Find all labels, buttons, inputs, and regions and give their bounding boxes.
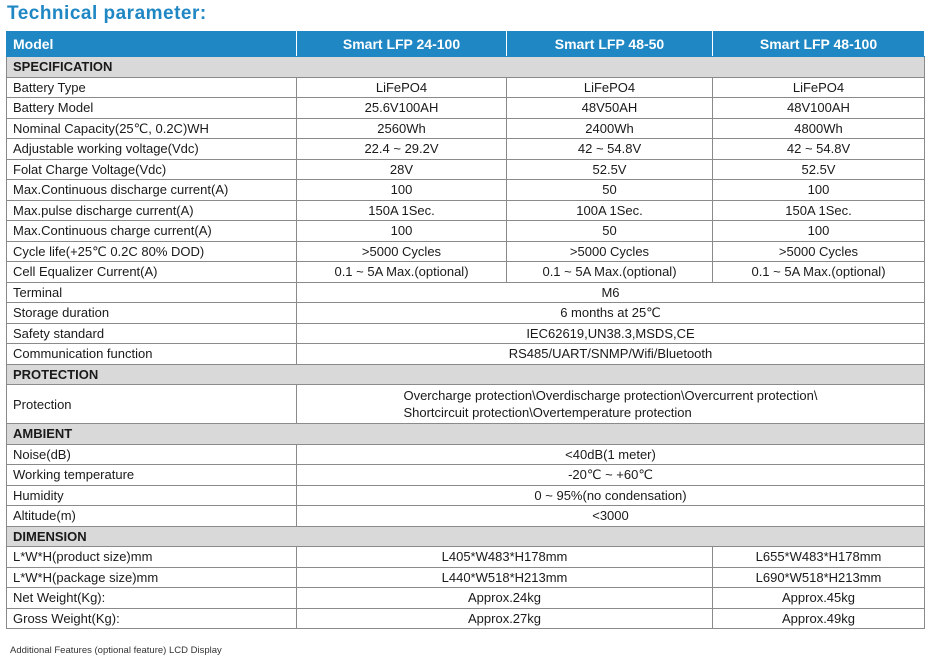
cell-value: 100 — [297, 180, 507, 201]
cell-value: 25.6V100AH — [297, 98, 507, 119]
protection-line-2: Shortcircuit protection\Overtemperature protection — [403, 405, 692, 420]
table-row — [7, 241, 925, 262]
table-row — [7, 485, 925, 506]
cell-value: Approx.45kg — [713, 588, 925, 609]
section-dimension — [7, 526, 925, 547]
cell-value: >5000 Cycles — [713, 241, 925, 262]
table-row — [7, 159, 925, 180]
cell-value: 0.1 ~ 5A Max.(optional) — [507, 262, 713, 283]
cell-value: 42 ~ 54.8V — [507, 139, 713, 160]
cell-value: 52.5V — [713, 159, 925, 180]
cell-value: 42 ~ 54.8V — [713, 139, 925, 160]
table-row — [7, 282, 925, 303]
cell-value: 100 — [713, 180, 925, 201]
footnote: Additional Features (optional feature) LCD Display — [10, 645, 222, 656]
section-title: PROTECTION — [7, 364, 925, 385]
cell-value: M6 — [297, 282, 925, 303]
cell-value: 150A 1Sec. — [297, 200, 507, 221]
page-title: Technical parameter: — [7, 3, 207, 24]
cell-value: 100A 1Sec. — [507, 200, 713, 221]
row-label: Adjustable working voltage(Vdc) — [7, 139, 297, 160]
cell-value: L655*W483*H178mm — [713, 547, 925, 568]
cell-value: 28V — [297, 159, 507, 180]
row-label: Max.Continuous charge current(A) — [7, 221, 297, 242]
section-protection — [7, 364, 925, 385]
cell-value: 4800Wh — [713, 118, 925, 139]
row-label: Max.pulse discharge current(A) — [7, 200, 297, 221]
protection-line-1: Overcharge protection\Overdischarge protection\Overcurrent protection\ — [403, 388, 818, 403]
table-row — [7, 200, 925, 221]
row-label: Communication function — [7, 344, 297, 365]
cell-value: >5000 Cycles — [297, 241, 507, 262]
cell-value: L440*W518*H213mm — [297, 567, 713, 588]
cell-value: 50 — [507, 221, 713, 242]
cell-value: 0.1 ~ 5A Max.(optional) — [713, 262, 925, 283]
row-label: Storage duration — [7, 303, 297, 324]
cell-value: 50 — [507, 180, 713, 201]
cell-value: <3000 — [297, 506, 925, 527]
cell-value: 52.5V — [507, 159, 713, 180]
table-row — [7, 118, 925, 139]
row-label: Max.Continuous discharge current(A) — [7, 180, 297, 201]
technical-parameter-table — [6, 31, 925, 629]
cell-value: Approx.27kg — [297, 608, 713, 629]
table-row — [7, 262, 925, 283]
cell-value: Approx.24kg — [297, 588, 713, 609]
section-title: SPECIFICATION — [7, 57, 925, 78]
table-row — [7, 221, 925, 242]
row-label: Battery Type — [7, 77, 297, 98]
section-title: DIMENSION — [7, 526, 925, 547]
section-title: AMBIENT — [7, 424, 925, 445]
cell-value: 100 — [713, 221, 925, 242]
table-row — [7, 567, 925, 588]
protection-text — [403, 387, 817, 421]
cell-value: 6 months at 25℃ — [297, 303, 925, 324]
row-label: Safety standard — [7, 323, 297, 344]
cell-value: IEC62619,UN38.3,MSDS,CE — [297, 323, 925, 344]
header-model-1: Smart LFP 24-100 — [297, 32, 507, 57]
row-label: Humidity — [7, 485, 297, 506]
header-model: Model — [7, 32, 297, 57]
table-row — [7, 547, 925, 568]
row-label: Cell Equalizer Current(A) — [7, 262, 297, 283]
row-label: Cycle life(+25℃ 0.2C 80% DOD) — [7, 241, 297, 262]
row-label: Altitude(m) — [7, 506, 297, 527]
row-label: L*W*H(package size)mm — [7, 567, 297, 588]
row-label: Folat Charge Voltage(Vdc) — [7, 159, 297, 180]
header-row — [7, 32, 925, 57]
table-row — [7, 444, 925, 465]
section-ambient — [7, 424, 925, 445]
row-label: Nominal Capacity(25℃, 0.2C)WH — [7, 118, 297, 139]
cell-value: 2560Wh — [297, 118, 507, 139]
table-row — [7, 139, 925, 160]
table-row — [7, 385, 925, 424]
cell-value: 0.1 ~ 5A Max.(optional) — [297, 262, 507, 283]
row-label: L*W*H(product size)mm — [7, 547, 297, 568]
table-row — [7, 323, 925, 344]
table-row — [7, 588, 925, 609]
row-label: Terminal — [7, 282, 297, 303]
row-label: Noise(dB) — [7, 444, 297, 465]
cell-value: L405*W483*H178mm — [297, 547, 713, 568]
cell-value: RS485/UART/SNMP/Wifi/Bluetooth — [297, 344, 925, 365]
cell-value: LiFePO4 — [713, 77, 925, 98]
table-row — [7, 77, 925, 98]
row-label: Working temperature — [7, 465, 297, 486]
cell-value: 150A 1Sec. — [713, 200, 925, 221]
header-model-2: Smart LFP 48-50 — [507, 32, 713, 57]
row-label: Battery Model — [7, 98, 297, 119]
cell-value: LiFePO4 — [507, 77, 713, 98]
cell-value: Approx.49kg — [713, 608, 925, 629]
section-specification — [7, 57, 925, 78]
table-row — [7, 344, 925, 365]
table-row — [7, 98, 925, 119]
table-row — [7, 303, 925, 324]
cell-value: LiFePO4 — [297, 77, 507, 98]
cell-value: >5000 Cycles — [507, 241, 713, 262]
cell-value: L690*W518*H213mm — [713, 567, 925, 588]
table-row — [7, 180, 925, 201]
table-row — [7, 608, 925, 629]
protection-cell — [297, 385, 925, 424]
cell-value: <40dB(1 meter) — [297, 444, 925, 465]
cell-value: -20℃ ~ +60℃ — [297, 465, 925, 486]
table-row — [7, 465, 925, 486]
cell-value: 2400Wh — [507, 118, 713, 139]
row-label: Protection — [7, 385, 297, 424]
row-label: Net Weight(Kg): — [7, 588, 297, 609]
cell-value: 48V50AH — [507, 98, 713, 119]
table-row — [7, 506, 925, 527]
cell-value: 22.4 ~ 29.2V — [297, 139, 507, 160]
cell-value: 48V100AH — [713, 98, 925, 119]
cell-value: 0 ~ 95%(no condensation) — [297, 485, 925, 506]
cell-value: 100 — [297, 221, 507, 242]
row-label: Gross Weight(Kg): — [7, 608, 297, 629]
header-model-3: Smart LFP 48-100 — [713, 32, 925, 57]
